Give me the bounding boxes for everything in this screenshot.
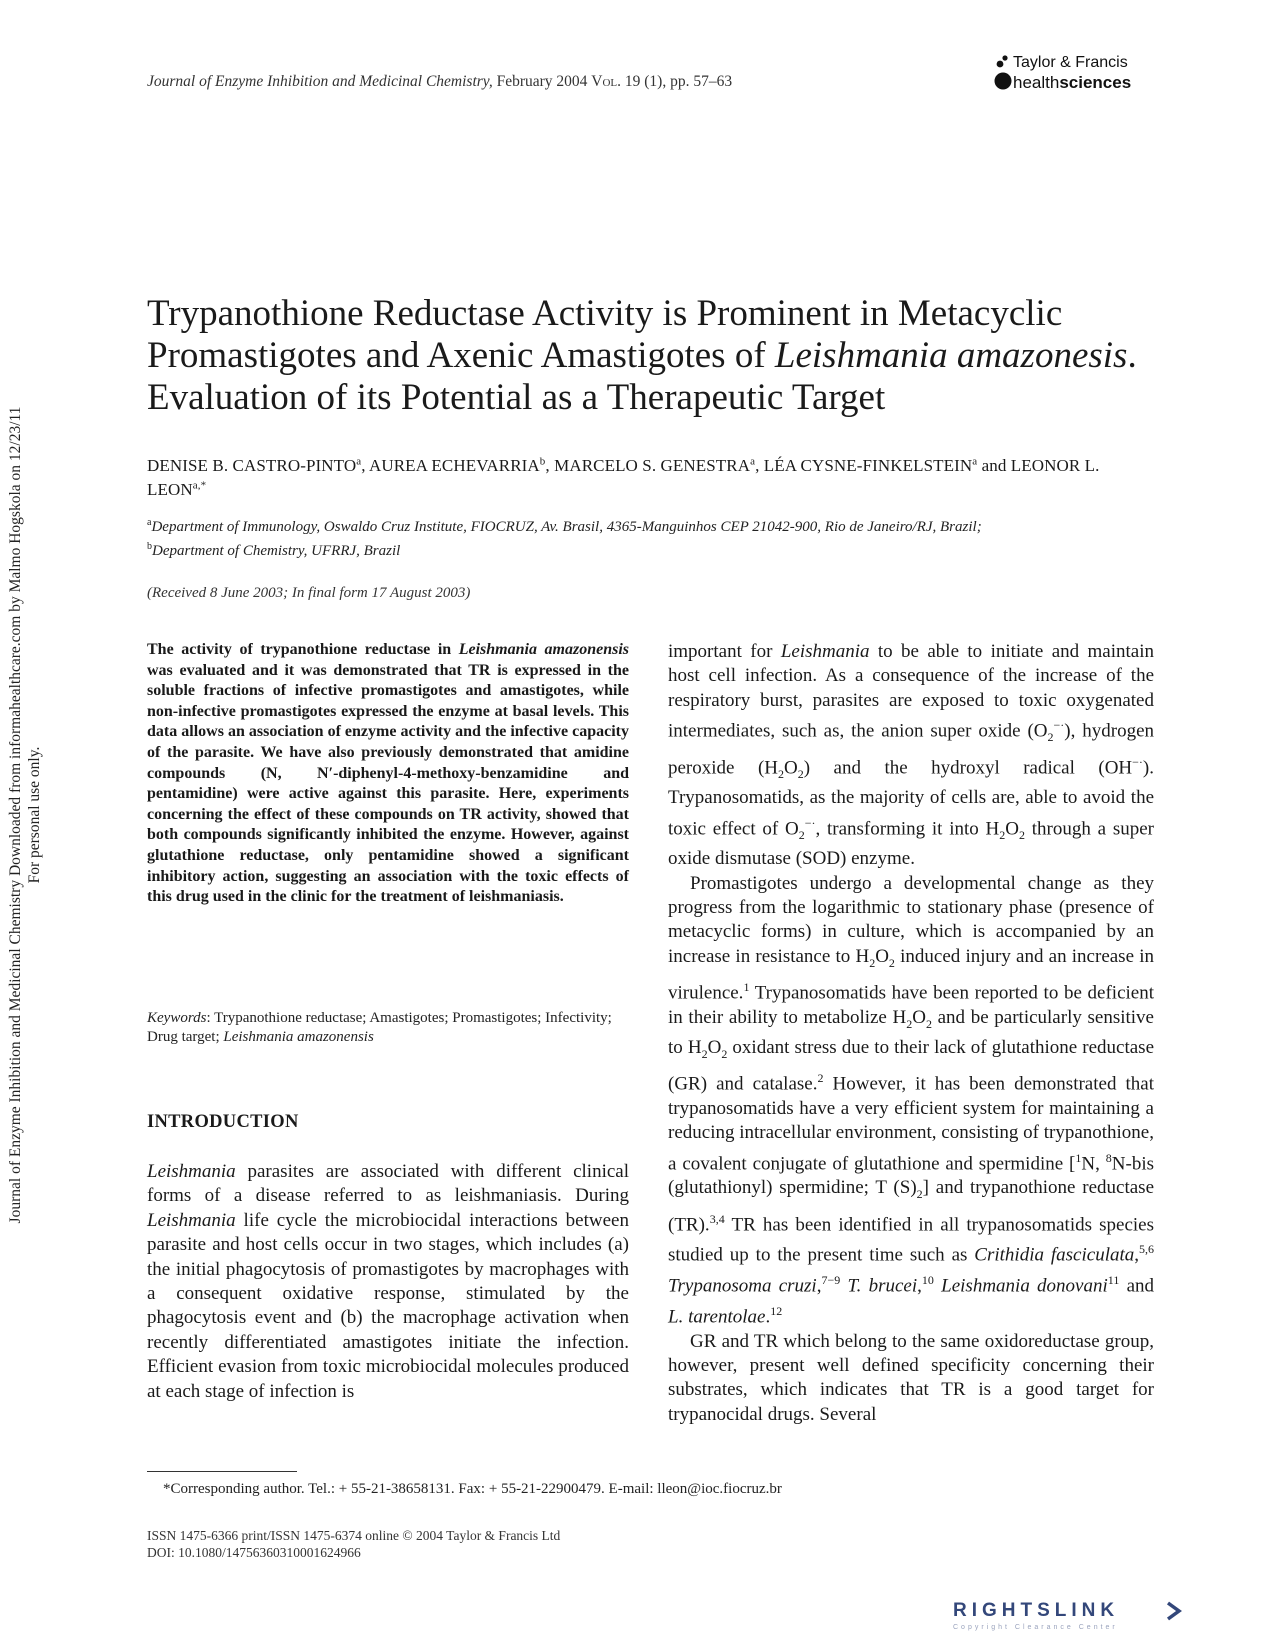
abstract: The activity of trypanothione reductase in Leishmania amazonensis was evaluated and it was demonstrated that TR is expressed in the soluble fractions of infective promastigotes and amastigotes, while non-infective promastigotes expressed the enzyme at basal levels. This data allows an association of enzyme activity and the infective capacity of the parasite. We have also previously demonstrated that amidine compounds (N, N′-diphenyl-4-methoxy-benzamidine and pentamidine) were active against this parasite. Here, experiments concerning the effect of these compounds on TR activity, showed that both compounds significantly inhibited the enzyme. However, against glutathione reductase, only pentamidine showed a significant inhibitory action, suggesting an association with the toxic effects of this drug used in the clinic for the treatment of leishmaniasis.: [147, 641, 629, 906]
author: MARCELO S. GENESTRA$^a$,: [554, 455, 764, 475]
affiliations: [147, 513, 1157, 561]
article-title: [147, 293, 1157, 419]
volume-label: Vol.: [591, 73, 622, 90]
volume-pages: 19 (1), pp. 57–63: [624, 73, 733, 90]
author: LEONOR L. $LEON^{a,*}$: [147, 455, 1100, 500]
right-column: [668, 640, 1154, 1427]
publisher-division: [1013, 73, 1131, 93]
journal-citation: [147, 73, 732, 91]
introduction-paragraph: Leishmania parasites are associated with different clinical forms of a disease referred to as leishmaniasis. During Leishmania life cycle the microbiocidal interactions between parasite and host cells occur in two stages, which includes (a) the initial phagocytosis of promastigotes by macrophages with a consequent oxidative response, stimulated by the phagocytosis event and (b) the macrophage activation when recently differentiated amastigotes initiate the infection. Efficient evasion from toxic microbiocidal molecules produced at each stage of infection is: [147, 1161, 629, 1402]
received-dates: (Received 8 June 2003; In final form 17 August 2003): [147, 585, 471, 601]
author: DENISE B. CASTRO-PINTO$^a$,: [147, 455, 369, 475]
rightslink-logo: [953, 1600, 1183, 1634]
download-notice: [6, 65, 44, 1565]
taylor-francis-logo-icon: [990, 54, 1012, 92]
author: AUREA ECHEVARRIA$^b$,: [368, 455, 555, 475]
publisher-division-b: sciences: [1059, 73, 1132, 92]
download-sidebar: [0, 0, 50, 1651]
publisher-name: Taylor & Francis: [1013, 54, 1128, 71]
section-heading-introduction: INTRODUCTION: [147, 1112, 299, 1132]
abstract-species: Leishmania amazonensis: [458, 641, 629, 658]
download-notice-line2: For personal use only.: [26, 746, 43, 884]
body-paragraph: important for Leishmania to be able to initiate and maintain host cell infection. As a consequence of the increase of the respiratory burst, parasites are exposed to toxic oxygenated intermediates, such as, the anion super oxide $(O_2^{-\cdot})$, hydrogen peroxide $(H_2O_2)$ and the hydroxyl radical (OH−·). Trypanosomatids, as the majority of cells are, able to avoid the toxic effect of $O_2^{-\cdot}$, transforming it into $H_2O_2$ through a super oxide dismutase (SOD) enzyme.: [668, 641, 1155, 870]
author-list: [147, 451, 1157, 500]
rightslink-wordmark: RIGHTSLINK: [953, 1600, 1120, 1621]
keywords-list: : Trypanothione reductase; Amastigotes; Promastigotes; Infectivity; Drug target;: [147, 1010, 612, 1045]
body-paragraph: GR and TR which belong to the same oxidoreductase group, however, present well defined specificity concerning their substrates, which indicates that TR is a good target for trypanocidal drugs. Several: [668, 1330, 1154, 1425]
affiliation-a: $^a$Department of Immunology, Oswaldo Cruz Institute, FIOCRUZ, Av. Brasil, 4365-Manguinhos CEP 21042-900, Rio de Janeiro/RJ, Brazil;: [147, 517, 982, 535]
issn-block: [147, 1527, 560, 1561]
publisher-division-a: health: [1013, 73, 1060, 92]
journal-name: Journal of Enzyme Inhibition and Medicinal Chemistry,: [147, 73, 493, 90]
publisher-logo: [990, 52, 1150, 94]
doi-line: DOI: 10.1080/14756360310001624966: [147, 1545, 361, 1560]
journal-date: February 2004: [496, 73, 588, 90]
body-paragraph: Promastigotes undergo a developmental change as they progress from the logarithmic to stationary phase (presence of metacyclic forms) in culture, which is accompanied by an increase in resistance to $H_2O_2$ induced injury and an increase in virulence.$^1$ Trypanosomatids have been reported to be deficient in their ability to metabolize $H_2O_2$ and be particularly sensitive to $H_2O_2$ oxidant stress due to their lack of glutathione reductase (GR) and catalase.$^2$ However, it has been demonstrated that trypanosomatids have a very efficient system for maintaining a reducing intracellular environment, consisting of trypanothione, a covalent conjugate of glutathione and spermidine [$^1$N, $^8$N-bis (glutathionyl) spermidine; T $(S)_2$] and trypanothione reductase (TR).$^{3,4}$ TR has been identified in all trypanosomatids species studied up to the present time such as Crithidia fasciculata,$^{5,6}$ Trypanosoma cruzi,$^{7-9}$ T. brucei,$^{10}$ Leishmania donovani$^{11}$ and L. tarentolae.$^{12}$: [668, 872, 1155, 1328]
keywords: [147, 1009, 629, 1047]
rightslink-tagline: Copyright Clearance Center: [953, 1624, 1118, 1631]
rightslink-arrow-icon: [1165, 1601, 1183, 1621]
title-species: Leishmania amazonesis: [774, 335, 1128, 376]
keywords-species: Leishmania amazonensis: [223, 1029, 374, 1045]
issn-line: ISSN 1475-6366 print/ISSN 1475-6374 online © 2004 Taylor & Francis Ltd: [147, 1528, 561, 1543]
download-notice-line1: Journal of Enzyme Inhibition and Medicinal Chemistry Downloaded from informahealthcare.com by Malmo Hogskola on 12/23/11: [7, 406, 24, 1224]
title-part-1: Trypanothione Reductase Activity is Prominent in Metacyclic Promastigotes and Axenic Amastigotes of: [147, 293, 1063, 376]
affiliation-b: $^b$Department of Chemistry, UFRRJ, Brazil: [147, 541, 401, 559]
title-part-2: . Evaluation of its Potential as a Therapeutic Target: [147, 335, 1137, 418]
keywords-label: Keywords: [147, 1010, 207, 1026]
footnote-divider: [147, 1471, 297, 1472]
author: LÉA CYSNE-FINKELSTEIN$^a$ and: [763, 455, 1011, 475]
corresponding-author-footnote: *Corresponding author. Tel.: + 55-21-38658131. Fax: + 55-21-22900479. E-mail: lleon@ioc.fiocruz.br: [163, 1481, 782, 1497]
